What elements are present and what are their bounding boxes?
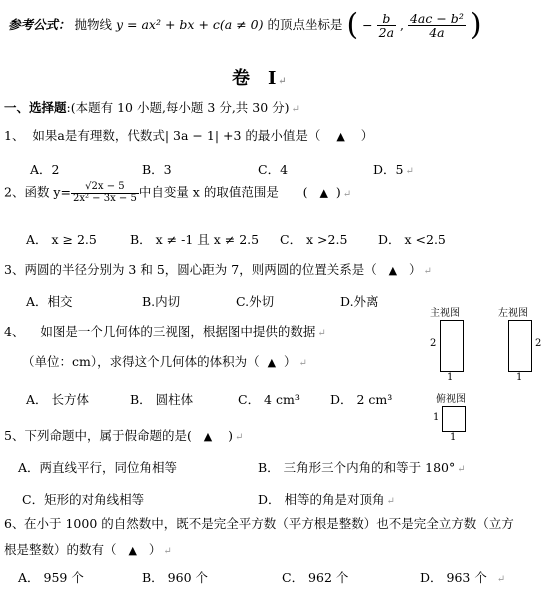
q5-option-d: D． 相等的角是对顶角 ↵ [258,492,395,507]
q2-option-b: B． x ≠ -1 且 x ≠ 2.5 [130,232,260,247]
formula-line: 参考公式： 抛物线 y = ax² + bx + c(a ≠ 0) 的顶点坐标是 ( − $\frac{b}{2a}$ , $\frac{\text{4ac − b²}}{4a}$ ) [8,7,482,43]
q4-option-d: D． 2 cm³ [330,392,393,407]
question-6-stem: 在小于 1000 的自然数中，既不是完全平方数（平方根是整数）也不是完全立方数（立方 [24,516,514,531]
formula-text-before: 抛物线 [74,17,113,32]
section-heading: 一、选择题:(本题有 10 小题,每小题 3 分,共 30 分) ↵ [4,100,300,115]
volume-title: 卷 Ⅰ ↵ [232,68,287,89]
q2-option-c: C． x >2.5 [280,232,348,247]
side-view-label: 左视图 [498,308,528,319]
front-view-label: 主视图 [430,308,460,319]
question-3-stem: 3、两圆的半径分别为 3 和 5，圆心距为 7，则两圆的位置关系是（ ▲ ） ↵ [4,262,432,277]
q6-option-b: B． 960 个 [142,570,208,585]
question-4-stem-line2: （单位：cm），求得这个几何体的体积为（ ▲ ） ↵ [22,354,307,369]
q6-option-c: C． 962 个 [282,570,349,585]
vertex-open-paren: ( [346,7,359,43]
q5-option-a: A．两直线平行，同位角相等 [18,460,178,475]
q6-option-d: D． 963 个 ↵ [420,570,506,585]
q1-option-c: C．4 [258,162,289,177]
q2-option-d: D． x <2.5 [378,232,446,247]
q5-option-c: C．矩形的对角线相等 [22,492,145,507]
front-view-height: 2 [430,338,437,349]
section-note: :(本题有 10 小题,每小题 3 分,共 30 分) [66,100,290,115]
vertex-x-fraction: $\frac{b}{2a}$ [378,10,395,40]
q2-option-a: A． x ≥ 2.5 [26,232,97,247]
question-6-stem-line2: 根是整数）的数有（ ▲ ） ↵ [4,542,172,557]
q3-option-c: C.外切 [236,294,275,309]
q5-option-b: B． 三角形三个内角的和等于 180° ↵ [258,460,466,475]
answer-marker: ▲ [336,130,345,143]
side-view-rect [508,320,532,372]
side-view-height: 2 [535,338,542,349]
formula-equation: y = ax² + bx + c(a ≠ 0) [116,17,264,32]
q4-option-b: B． 圆柱体 [130,392,194,407]
question-4-stem: 4、 如图是一个几何体的三视图，根据图中提供的数据 ↵ [4,324,326,339]
q3-option-a: A．相交 [26,294,73,309]
top-view-label: 俯视图 [436,394,466,405]
question-2-stem: 2、函数 y= $\frac{√2x - 5}{\text{2x² − 3x − 5}}$ 中自变量 x 的取值范围是 ( ▲ ) ↵ [4,181,352,204]
front-view-width: 1 [447,372,454,383]
question-1-stem: 1、 如果a是有理数，代数式| 3a − 1| +3 的最小值是（ ▲ ） [4,128,374,143]
q1-option-b: B．3 [142,162,172,177]
formula-text-after: 的顶点坐标是 [267,17,343,32]
q4-option-a: A． 长方体 [26,392,90,407]
q6-option-a: A． 959 个 [18,570,84,585]
q2-fraction: $\frac{√2x - 5}{\text{2x² − 3x − 5}}$ [72,181,137,204]
q1-option-a: A．2 [30,162,60,177]
vertex-y-fraction: $\frac{\text{4ac − b²}}{4a}$ [409,10,464,40]
top-view-height: 1 [433,412,440,423]
q1-option-d: D．5 ↵ [373,162,414,177]
top-view-width: 1 [450,432,457,443]
top-view-rect [442,406,466,432]
front-view-rect [440,320,464,372]
question-5-stem: 5、下列命题中，属于假命题的是( ▲ ) ↵ [4,428,244,443]
q3-option-d: D.外离 [340,294,379,309]
question-6-num: 6、 [4,516,25,531]
q4-option-c: C． 4 cm³ [238,392,300,407]
vertex-close-paren: ) [469,7,482,43]
q3-option-b: B.内切 [142,294,181,309]
section-title: 一、选择题 [4,100,67,115]
formula-label: 参考公式： [8,17,71,32]
side-view-width: 1 [516,372,523,383]
